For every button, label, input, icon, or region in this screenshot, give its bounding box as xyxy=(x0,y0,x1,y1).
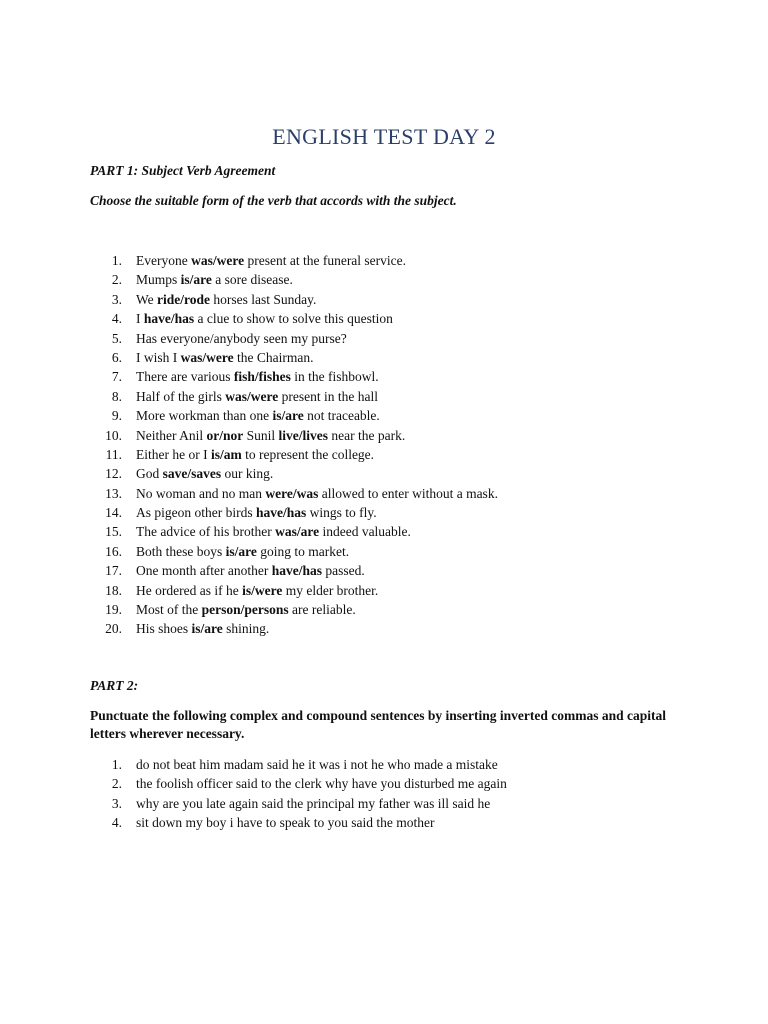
question-text xyxy=(136,290,316,309)
question-text-post: in the fishbowl. xyxy=(290,369,379,385)
question-text-post: to represent the college. xyxy=(241,446,375,462)
question-text xyxy=(136,270,293,289)
question-text-post: a sore disease. xyxy=(211,272,293,288)
verb-choice: fish/fishes xyxy=(233,369,291,385)
question-number: 5. xyxy=(111,330,122,346)
part2-instruction: Punctuate the following complex and compound sentences by inserting inverted commas and capital letters wherever necessary. xyxy=(90,708,667,741)
verb-choice: is/are xyxy=(225,543,257,559)
question-text xyxy=(136,581,378,600)
question-text-pre: No woman and no man xyxy=(136,485,266,501)
question-text: sit down my boy i have to speak to you said the mother xyxy=(136,815,435,831)
question-number: 12. xyxy=(105,466,122,482)
verb-choice: was/are xyxy=(275,524,320,540)
question-text: do not beat him madam said he it was i not he who made a mistake xyxy=(136,757,498,772)
question-text-pre: One month after another xyxy=(136,563,272,579)
question-text-pre: I xyxy=(136,311,144,327)
question-number: 19. xyxy=(105,602,122,618)
question-number: 18. xyxy=(105,582,122,598)
question-number: 3. xyxy=(111,795,122,811)
question-text-pre: Has everyone/anybody seen my purse? xyxy=(136,330,347,346)
question-number: 1. xyxy=(111,253,122,268)
question-text-pre: He ordered as if he xyxy=(136,582,243,598)
verb-choice: is/were xyxy=(242,582,283,598)
verb-choice: was/were xyxy=(180,349,234,365)
verb-choice: have/has xyxy=(271,563,322,579)
question-number: 14. xyxy=(105,505,122,521)
question-text: the foolish officer said to the clerk why have you disturbed me again xyxy=(136,776,507,792)
part1-instruction: Choose the suitable form of the verb that accords with the subject. xyxy=(90,193,457,208)
question-text-pre: The advice of his brother xyxy=(136,524,276,540)
question-text xyxy=(136,464,273,483)
verb-choice: is/are xyxy=(191,621,223,637)
question-text xyxy=(136,522,411,541)
question-text-post: Sunil xyxy=(243,427,279,443)
question-text-pre: Both these boys xyxy=(136,543,226,559)
question-text: why are you late again said the principal my father was ill said he xyxy=(136,795,491,811)
question-text-post: indeed valuable. xyxy=(319,524,411,540)
question-text-post: wings to fly. xyxy=(306,505,377,521)
question-text-pre: More workman than one xyxy=(136,408,273,424)
verb-choice: is/are xyxy=(180,272,212,288)
question-text-pre: Most of the xyxy=(136,602,202,618)
question-number: 6. xyxy=(111,349,122,365)
question-text-post: horses last Sunday. xyxy=(210,291,317,307)
verb-choice: live/lives xyxy=(278,427,329,443)
verb-choice: were/was xyxy=(265,485,319,501)
verb-choice: was/were xyxy=(225,388,279,404)
verb-choice: save/saves xyxy=(162,466,222,482)
question-text-pre: There are various xyxy=(136,369,234,385)
question-text-post: near the park. xyxy=(328,427,406,443)
question-text-pre: Neither Anil xyxy=(136,427,207,443)
question-number: 11. xyxy=(105,446,122,462)
question-text xyxy=(136,426,405,445)
question-number: 4. xyxy=(111,311,122,327)
question-text xyxy=(136,251,406,270)
question-text-post: a clue to show to solve this question xyxy=(194,311,393,327)
verb-choice: was/were xyxy=(191,253,245,268)
part1-heading: PART 1: Subject Verb Agreement xyxy=(90,163,276,178)
question-text xyxy=(136,542,349,561)
verb-choice: have/has xyxy=(255,505,307,521)
question-number: 10. xyxy=(105,427,122,443)
verb-choice: or/nor xyxy=(206,427,244,443)
question-text-pre: Half of the girls xyxy=(136,388,226,404)
question-number: 9. xyxy=(111,408,122,424)
question-number: 4. xyxy=(111,815,122,831)
question-number: 3. xyxy=(111,291,122,307)
question-text xyxy=(136,406,380,425)
question-text-post: shining. xyxy=(222,621,270,637)
question-text-post: the Chairman. xyxy=(233,349,314,365)
question-text-pre: Everyone xyxy=(136,253,192,268)
question-text xyxy=(136,619,269,638)
question-text-post: passed. xyxy=(321,563,365,579)
question-number: 15. xyxy=(105,524,122,540)
question-text-pre: Mumps xyxy=(136,272,181,288)
question-text xyxy=(136,445,374,464)
question-text xyxy=(136,367,379,386)
question-text xyxy=(136,348,313,367)
part2-heading: PART 2: xyxy=(90,678,139,693)
verb-choice: person/persons xyxy=(201,602,289,618)
question-text xyxy=(136,309,393,328)
question-text xyxy=(136,561,365,580)
question-text xyxy=(136,387,378,406)
question-text-post: present in the hall xyxy=(278,388,378,404)
question-number: 13. xyxy=(105,485,122,501)
question-text xyxy=(136,503,377,522)
question-text-post: allowed to enter without a mask. xyxy=(318,485,498,501)
question-text-pre: His shoes xyxy=(136,621,192,637)
verb-choice: ride/rode xyxy=(157,291,211,307)
verb-choice: have/has xyxy=(143,311,195,327)
verb-choice: is/am xyxy=(210,446,242,462)
question-number: 8. xyxy=(111,388,122,404)
question-text xyxy=(136,329,347,348)
question-number: 2. xyxy=(111,272,122,288)
question-text-pre: We xyxy=(136,291,158,307)
question-text-pre: God xyxy=(136,466,163,482)
question-number: 1. xyxy=(111,757,122,772)
question-number: 16. xyxy=(105,543,122,559)
page-title: ENGLISH TEST DAY 2 xyxy=(272,124,496,149)
question-text-pre: As pigeon other birds xyxy=(136,505,256,521)
question-text-pre: I wish I xyxy=(136,349,181,365)
question-text xyxy=(136,484,498,503)
question-text-pre: Either he or I xyxy=(136,446,211,462)
question-text-post: going to market. xyxy=(256,543,350,559)
question-number: 2. xyxy=(111,776,122,792)
question-text-post: my elder brother. xyxy=(282,582,379,598)
question-text xyxy=(136,600,356,619)
question-text-post: present at the funeral service. xyxy=(244,253,407,268)
verb-choice: is/are xyxy=(272,408,304,424)
question-number: 7. xyxy=(111,369,122,385)
question-number: 17. xyxy=(105,563,122,579)
question-number: 20. xyxy=(105,621,122,637)
question-text-post: our king. xyxy=(221,466,274,482)
question-text-post: not traceable. xyxy=(303,408,380,424)
question-text-post: are reliable. xyxy=(288,602,356,618)
